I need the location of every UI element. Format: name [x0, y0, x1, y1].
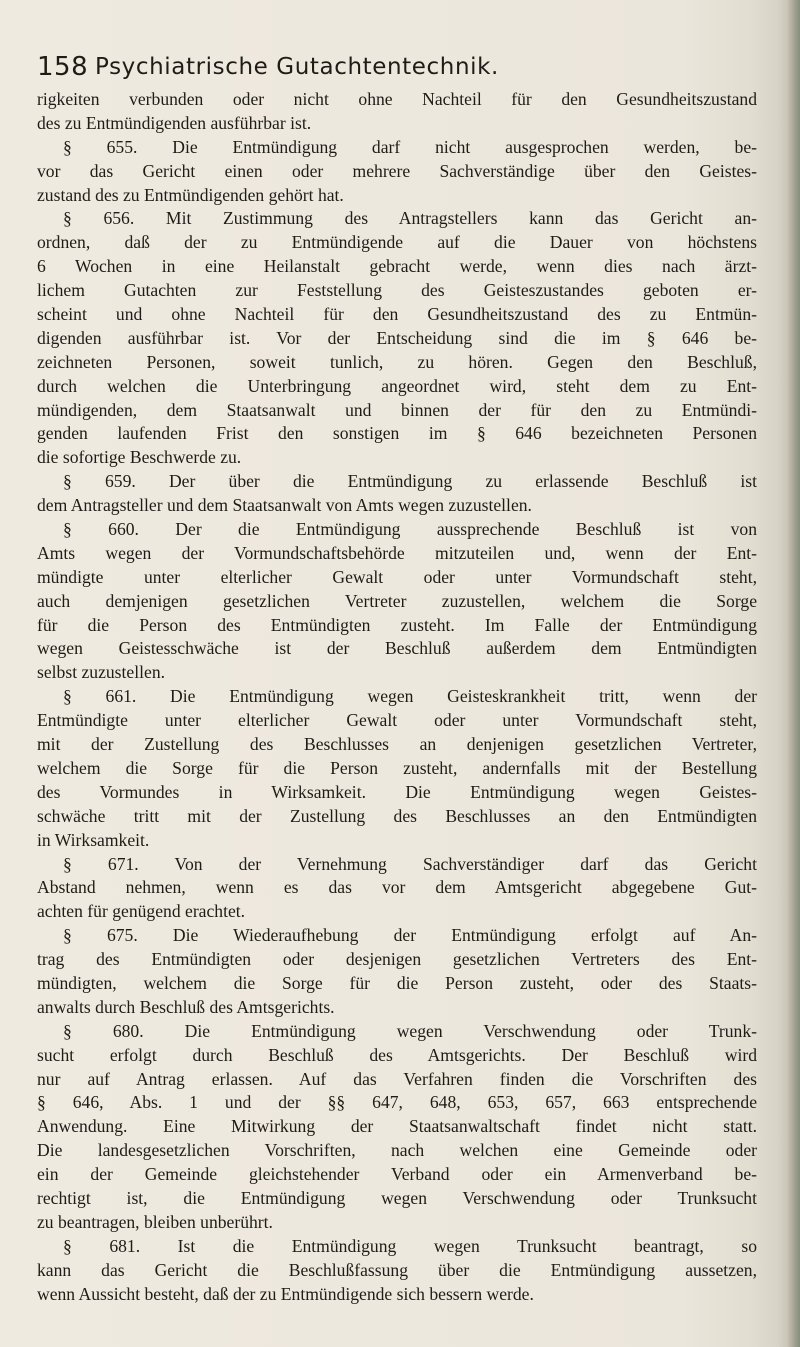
text-line: Abstand nehmen, wenn es das vor dem Amtsgericht abgegebene Gut-	[37, 877, 757, 898]
text-line: § 656. Mit Zustimmung des Antragstellers kann das Gericht an-	[63, 208, 757, 229]
text-line: selbst zuzustellen.	[37, 662, 166, 683]
text-line: § 659. Der über die Entmündigung zu erlassende Beschluß ist	[63, 471, 757, 492]
running-head: Psychiatrische Gutachtentechnik.	[95, 54, 499, 80]
text-line: § 680. Die Entmündigung wegen Verschwendung oder Trunk-	[63, 1020, 757, 1041]
text-line: mündigten, welchem die Sorge für die Person zusteht, oder des Staats-	[37, 972, 757, 993]
text-line: digenden ausführbar ist. Vor der Entscheidung sind die im § 646 be-	[37, 327, 757, 348]
text-line: in Wirksamkeit.	[37, 829, 150, 850]
text-line: des Vormundes in Wirksamkeit. Die Entmündigung wegen Geistes-	[37, 781, 757, 802]
text-line: scheint und ohne Nachteil für den Gesundheitszustand des zu Entmün-	[37, 304, 757, 325]
text-line: Entmündigte unter elterlicher Gewalt oder unter Vormundschaft steht,	[37, 710, 757, 731]
text-line: vor das Gericht einen oder mehrere Sachverständige über den Geistes-	[37, 160, 757, 181]
text-line: Anwendung. Eine Mitwirkung der Staatsanwaltschaft findet nicht statt.	[37, 1116, 757, 1137]
text-line: welchem die Sorge für die Person zusteht, andernfalls mit der Bestellung	[37, 757, 757, 778]
text-line: mit der Zustellung des Beschlusses an denjenigen gesetzlichen Vertreter,	[37, 734, 757, 755]
text-line: nur auf Antrag erlassen. Auf das Verfahren finden die Vorschriften des	[37, 1068, 757, 1089]
text-line: § 671. Von der Vernehmung Sachverständiger darf das Gericht	[63, 853, 757, 874]
page-header	[37, 52, 772, 88]
text-line: wenn Aussicht besteht, daß der zu Entmündigende sich bessern werde.	[37, 1283, 534, 1304]
body-text	[37, 88, 757, 1306]
text-line: Amts wegen der Vormundschaftsbehörde mitzuteilen und, wenn der Ent-	[37, 542, 757, 563]
text-line: zustand des zu Entmündigenden gehört hat.	[37, 184, 344, 205]
text-line: 6 Wochen in eine Heilanstalt gebracht werde, wenn dies nach ärzt-	[37, 256, 757, 277]
text-line: trag des Entmündigten oder desjenigen gesetzlichen Vertreters des Ent-	[37, 949, 757, 970]
text-line: rechtigt ist, die Entmündigung wegen Verschwendung oder Trunksucht	[37, 1187, 757, 1208]
page-number: 158	[37, 52, 89, 82]
text-line: wegen Geistesschwäche ist der Beschluß außerdem dem Entmündigten	[37, 638, 757, 659]
text-line: zeichneten Personen, soweit tunlich, zu hören. Gegen den Beschluß,	[37, 351, 757, 372]
text-line: § 681. Ist die Entmündigung wegen Trunksucht beantragt, so	[63, 1235, 757, 1256]
text-line: durch welchen die Unterbringung angeordnet wird, steht dem zu Ent-	[37, 375, 757, 396]
text-line: § 661. Die Entmündigung wegen Geisteskrankheit tritt, wenn der	[63, 686, 757, 707]
text-line: kann das Gericht die Beschlußfassung über die Entmündigung aussetzen,	[37, 1259, 757, 1280]
text-line: § 660. Der die Entmündigung aussprechende Beschluß ist von	[63, 519, 757, 540]
text-line: rigkeiten verbunden oder nicht ohne Nachteil für den Gesundheitszustand	[37, 89, 757, 109]
page-edge-shadow	[778, 0, 800, 1347]
text-line: Die landesgesetzlichen Vorschriften, nach welchen eine Gemeinde oder	[37, 1140, 757, 1161]
text-line: § 646, Abs. 1 und der §§ 647, 648, 653, 657, 663 entsprechende	[37, 1092, 757, 1113]
text-line: mündigte unter elterlicher Gewalt oder unter Vormundschaft steht,	[37, 566, 757, 587]
text-line: genden laufenden Frist den sonstigen im § 646 bezeichneten Personen	[37, 423, 757, 444]
text-line: des zu Entmündigenden ausführbar ist.	[37, 112, 312, 133]
text-line: lichem Gutachten zur Feststellung des Geisteszustandes geboten er-	[37, 280, 757, 301]
text-line: zu beantragen, bleiben unberührt.	[37, 1211, 273, 1232]
text-line: § 675. Die Wiederaufhebung der Entmündigung erfolgt auf An-	[63, 925, 757, 946]
text-line: die sofortige Beschwerde zu.	[37, 447, 242, 468]
text-line: § 655. Die Entmündigung darf nicht ausgesprochen werden, be-	[63, 136, 757, 157]
text-line: sucht erfolgt durch Beschluß des Amtsgerichts. Der Beschluß wird	[37, 1044, 757, 1065]
text-line: auch demjenigen gesetzlichen Vertreter zuzustellen, welchem die Sorge	[37, 590, 757, 611]
text-line: ordnen, daß der zu Entmündigende auf die Dauer von höchstens	[37, 232, 757, 253]
text-line: achten für genügend erachtet.	[37, 901, 246, 922]
text-line: anwalts durch Beschluß des Amtsgerichts.	[37, 996, 335, 1017]
text-line: ein der Gemeinde gleichstehender Verband oder ein Armenverband be-	[37, 1164, 757, 1185]
text-line: dem Antragsteller und dem Staatsanwalt von Amts wegen zuzustellen.	[37, 495, 532, 516]
text-line: für die Person des Entmündigten zusteht. Im Falle der Entmündigung	[37, 614, 757, 635]
text-line: mündigenden, dem Staatsanwalt und binnen der für den zu Entmündi-	[37, 399, 757, 420]
text-line: schwäche tritt mit der Zustellung des Beschlusses an den Entmündigten	[37, 805, 757, 826]
